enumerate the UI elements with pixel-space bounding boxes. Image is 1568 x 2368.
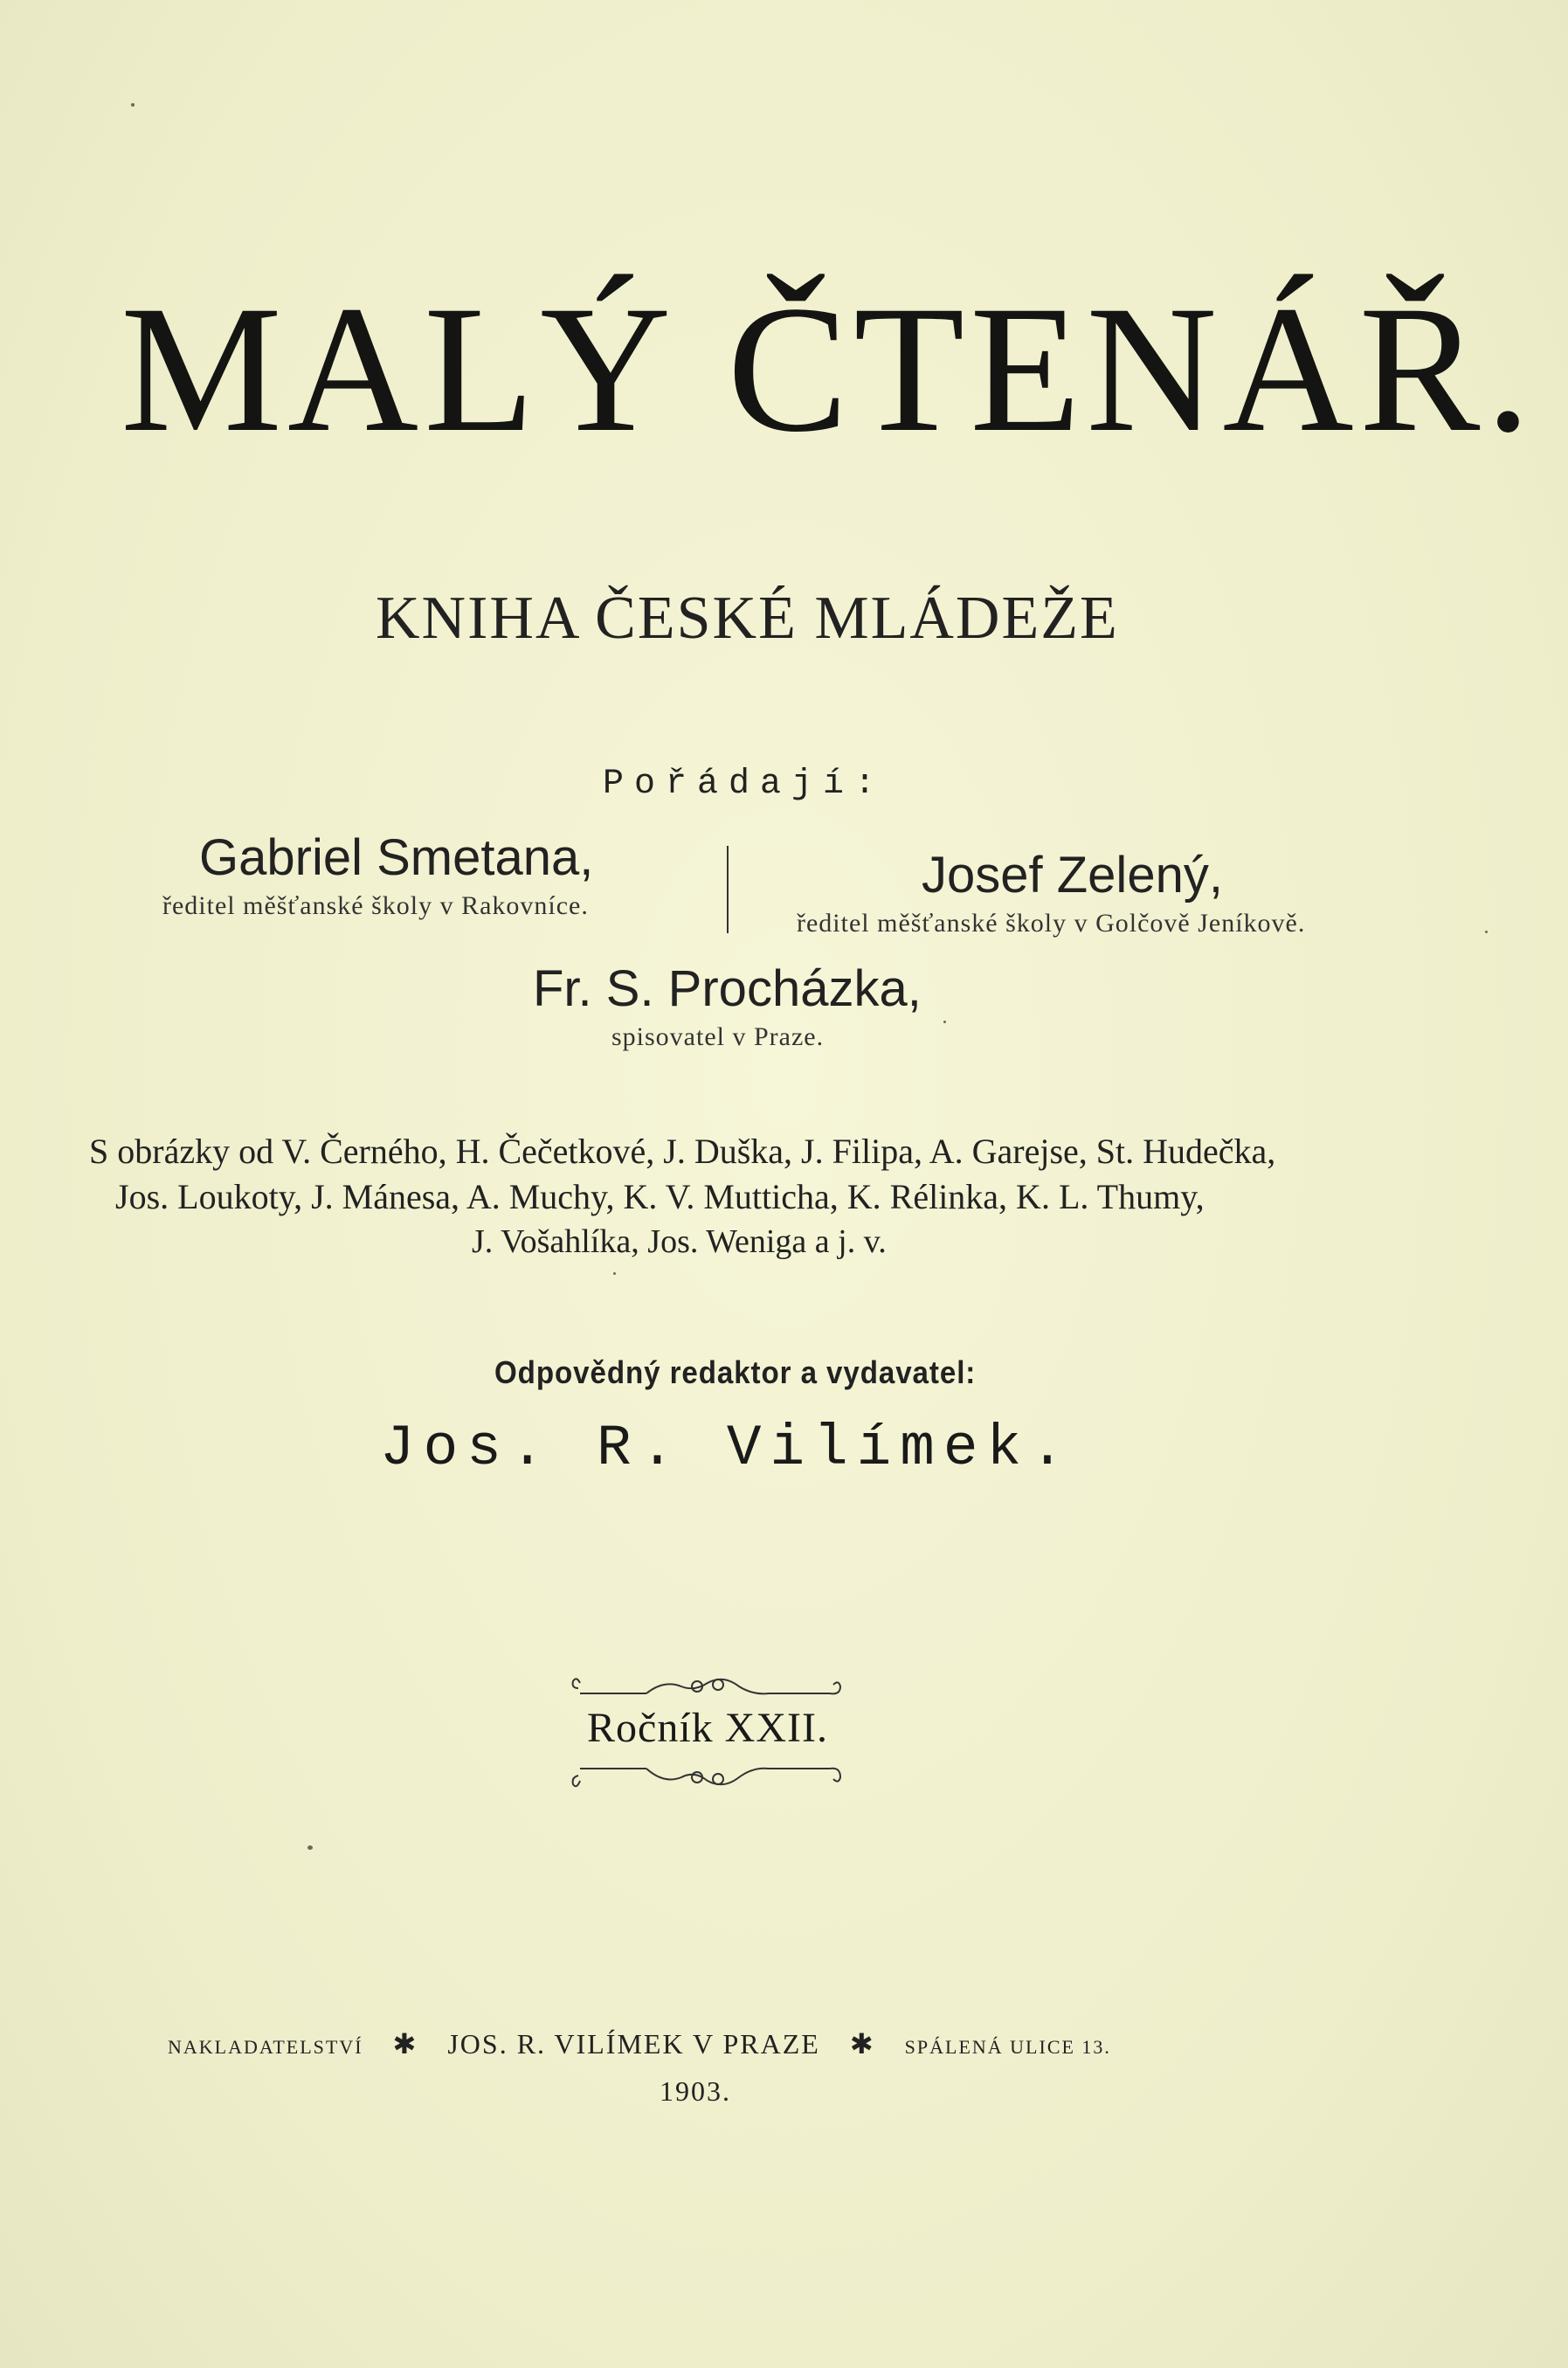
editor-name-smetana: Gabriel Smetana, bbox=[199, 829, 594, 886]
editor-name-prochazka: Fr. S. Procházka, bbox=[533, 960, 922, 1017]
book-subtitle: KNIHA ČESKÉ MLÁDEŽE bbox=[376, 585, 1119, 652]
publication-year: 1903. bbox=[660, 2075, 731, 2107]
volume-number: Ročník XXII. bbox=[587, 1705, 828, 1751]
star-separator-icon: ✱ bbox=[392, 2028, 418, 2060]
illustrators-line-1: S obrázky od V. Černého, H. Čečetkové, J. Duška, J. Filipa, A. Garejse, St. Hudečka, bbox=[89, 1132, 1276, 1171]
imprint-publisher-label: NAKLADATELSTVÍ bbox=[168, 2036, 363, 2058]
book-title: MALÝ ČTENÁŘ. bbox=[121, 268, 1537, 469]
editors-heading: Pořádají: bbox=[603, 765, 887, 804]
paper-speck bbox=[307, 1845, 313, 1850]
editor-role-smetana: ředitel měšťanské školy v Rakovníce. bbox=[162, 891, 589, 920]
responsible-editor-label: Odpovědný redaktor a vydavatel: bbox=[494, 1354, 977, 1390]
editors-divider bbox=[727, 846, 729, 933]
illustrators-line-3: J. Vošahlíka, Jos. Weniga a j. v. bbox=[472, 1223, 887, 1260]
editor-name-zeleny: Josef Zelený, bbox=[922, 847, 1223, 904]
star-separator-icon: ✱ bbox=[849, 2028, 875, 2060]
paper-speck bbox=[613, 1272, 616, 1275]
publisher-name: Jos. R. Vilímek. bbox=[380, 1416, 1074, 1481]
illustrators-line-2: Jos. Loukoty, J. Mánesa, A. Muchy, K. V. Mutticha, K. Rélinka, K. L. Thumy, bbox=[115, 1177, 1205, 1216]
ornament-top-icon bbox=[568, 1671, 847, 1706]
editor-role-prochazka: spisovatel v Praze. bbox=[611, 1022, 825, 1051]
ornament-bottom-icon bbox=[568, 1758, 847, 1793]
paper-speck bbox=[131, 103, 135, 107]
imprint-publisher-address: JOS. R. VILÍMEK V PRAZE bbox=[447, 2028, 820, 2060]
imprint-street: SPÁLENÁ ULICE 13. bbox=[904, 2036, 1111, 2058]
editor-role-zeleny: ředitel měšťanské školy v Golčově Jeníkově. bbox=[797, 909, 1306, 938]
imprint-line bbox=[168, 2027, 1111, 2060]
paper-speck bbox=[1485, 931, 1488, 933]
paper-speck bbox=[943, 1021, 946, 1023]
